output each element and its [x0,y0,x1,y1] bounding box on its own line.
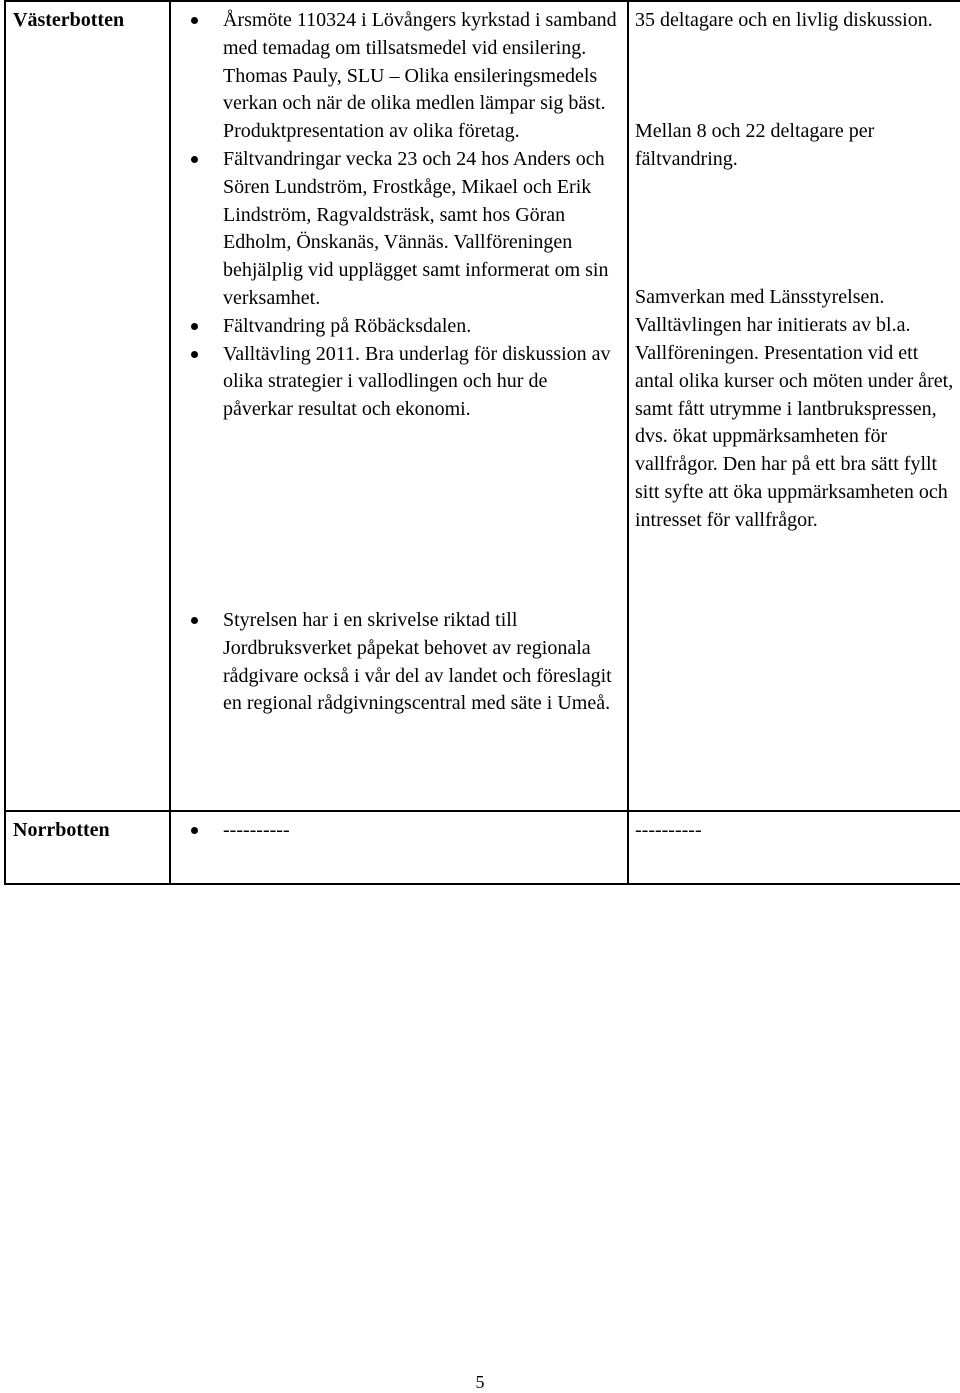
result-text: ---------- [635,819,702,841]
table-row-vasterbotten [5,1,960,811]
activity-table [4,0,960,885]
results-cell [628,1,960,811]
result-text: 35 deltagare och en livlig diskussion. [635,9,933,31]
region-cell [5,1,170,811]
activity-list [171,812,627,845]
table-row-norrbotten [5,811,960,884]
region-name: Norrbotten [13,819,110,841]
list-item: Årsmöte 110324 i Lövångers kyrkstad i samband med temadag om tillsatsmedel vid ensilering. Thomas Pauly, SLU – Olika ensileringsmedels verkan och när de olika medlen lämpar sig bäst. Produktpresentation av olika företag. [171,7,617,146]
list-item: Fältvandringar vecka 23 och 24 hos Anders och Sören Lundström, Frostkåge, Mikael och Erik Lindström, Ragvaldsträsk, samt hos Göran Edholm, Önskanäs, Vännäs. Vallföreningen behjälplig vid upplägget samt informerat om sin verksamhet. [171,146,617,313]
activities-cell [170,811,628,884]
activity-list [171,2,627,718]
results-cell [628,811,960,884]
bullet-icon [191,617,198,624]
region-cell [5,811,170,884]
page-number: 5 [475,1372,485,1392]
list-item: ---------- [171,817,627,845]
result-text: Mellan 8 och 22 deltagare per fältvandring. [635,119,875,170]
list-item: Fältvandring på Röbäcksdalen. [171,313,617,341]
list-item: Styrelsen har i en skrivelse riktad till Jordbruksverket påpekat behovet av regionala rådgivare också i vår del av landet och föreslagit en regional rådgivningscentral med säte i Umeå. [171,607,617,718]
bullet-icon [191,827,198,834]
bullet-icon [191,17,198,24]
result-text: Samverkan med Länsstyrelsen. Valltävlingen har initierats av bl.a. Vallföreningen. Presentation vid ett antal olika kurser och möten under året, samt fått utrymme i lantbrukspressen, dvs. ökat uppmärksamheten för vallfrågor. Den har på ett bra sätt fyllt sitt syfte att öka uppmärksamheten och intresset för vallfrågor. [635,286,954,531]
bullet-icon [191,351,198,358]
region-name: Västerbotten [13,9,125,31]
list-item: Valltävling 2011. Bra underlag för diskussion av olika strategier i vallodlingen och hur de påverkar resultat och ekonomi. [171,341,617,424]
bullet-icon [191,156,198,163]
activities-cell [170,1,628,811]
bullet-icon [191,323,198,330]
